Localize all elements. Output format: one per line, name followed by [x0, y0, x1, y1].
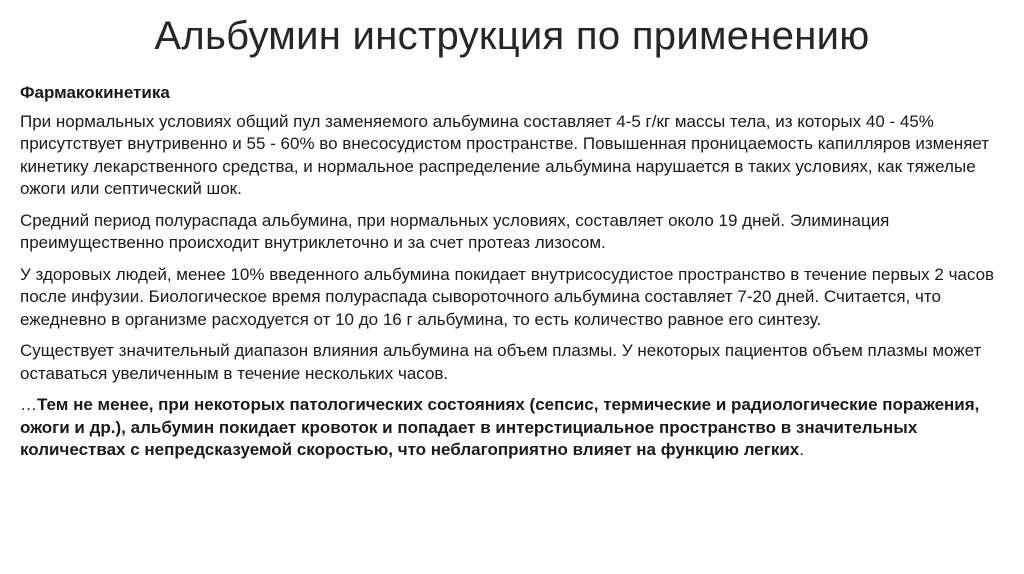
ellipsis-lead: … — [20, 395, 37, 414]
paragraph-distribution: При нормальных условиях общий пул заменяемого альбумина составляет 4-5 г/кг массы тела, из которых 40 - 45% присутствует внутривенно и 55 - 60% во внесосудистом пространстве. Повышенная проницаемость капилляров изменяет кинетику лекарственного средства, и нормальное распределение альбумина нарушается в таких условиях, как тяжелые ожоги или септический шок. — [20, 111, 990, 198]
slide-body — [20, 82, 998, 471]
paragraph-pathological-states — [20, 394, 998, 462]
closing-period: . — [799, 440, 804, 459]
paragraph-half-life: Средний период полураспада альбумина, при нормальных условиях, составляет около 19 дней. Элиминация преимущественно происходит внутриклеточно и за счет протеаз лизосом. — [20, 210, 890, 252]
slide-title: Альбумин инструкция по применению — [154, 14, 870, 58]
section-heading: Фармакокинетика — [20, 83, 170, 102]
paragraph-healthy-people: У здоровых людей, менее 10% введенного альбумина покидает внутрисосудистое пространство в течение первых 2 часов после инфузии. Биологическое время полураспада сывороточного альбумина составляет 7-20 дней. Считается, что ежедневно в организме расходуется от 10 до 16 г альбумина, то есть количество равное его синтезу. — [20, 264, 995, 329]
paragraph-plasma-volume: Существует значительный диапазон влияния альбумина на объем плазмы. У некоторых пациентов объем плазмы может оставаться увеличенным в течение нескольких часов. — [20, 341, 982, 383]
pathological-states-text: Тем не менее, при некоторых патологических состояниях (сепсис, термические и радиологические поражения, ожоги и др.), альбумин покидает кровоток и попадает в интерстициальное пространство в значительных количествах с непредсказуемой скоростью, что неблагоприятно влияет на функцию легких — [20, 395, 980, 459]
